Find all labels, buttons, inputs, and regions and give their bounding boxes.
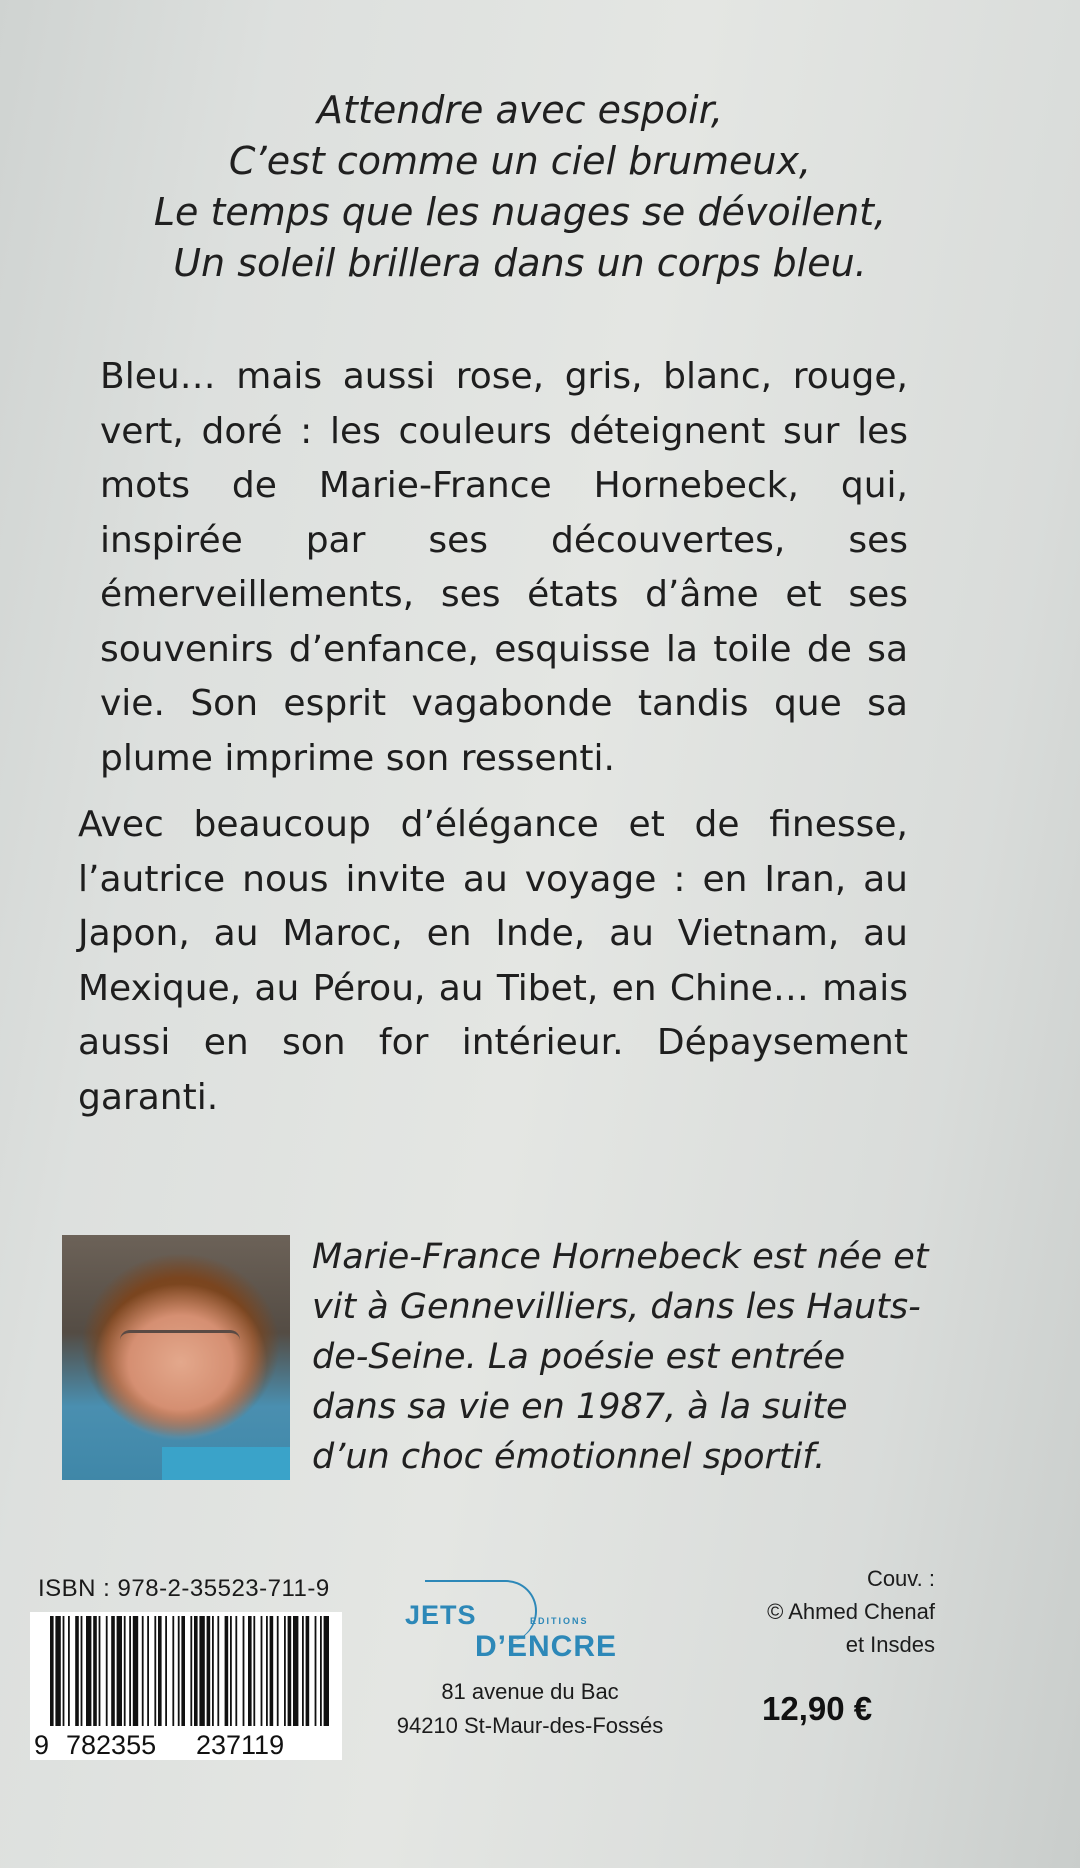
barcode-bar [99, 1616, 101, 1726]
barcode-bar [266, 1616, 268, 1726]
barcode-bar [253, 1616, 255, 1726]
barcode-bar [235, 1616, 237, 1726]
barcode-bar [68, 1616, 70, 1726]
barcode-digit-group: 237119 [196, 1730, 285, 1760]
barcode-bar [288, 1616, 292, 1726]
book-blurb [78, 350, 908, 1125]
barcode-bar [154, 1616, 156, 1726]
blurb-paragraph: Bleu… mais aussi rose, gris, blanc, rouge, vert, doré : les couleurs déteignent sur les mots de Marie-France Hornebeck, qui, inspirée par ses découvertes, ses émerveillements, ses états d’âme et ses souvenirs d’enfance, esquisse la toile de sa vie. Son esprit vagabonde tandis que sa plume imprime son ressenti. [100, 356, 908, 779]
barcode-bar [111, 1616, 115, 1726]
barcode-bar [243, 1616, 245, 1726]
barcode-bar [324, 1616, 329, 1726]
barcode-bar [106, 1616, 108, 1726]
barcode-digit-group: 782355 [66, 1730, 157, 1760]
barcode-bar [165, 1616, 167, 1726]
barcode-digits [30, 1730, 342, 1760]
barcode-bars [30, 1612, 342, 1730]
barcode-bar [194, 1616, 198, 1726]
barcode-bar [212, 1616, 214, 1726]
author-shirt [162, 1447, 290, 1480]
credit-line: et Insdes [845, 1632, 935, 1657]
barcode-bar [63, 1616, 65, 1726]
barcode-bar [230, 1616, 232, 1726]
address-line: 81 avenue du Bac [441, 1679, 619, 1704]
barcode-bar [306, 1616, 310, 1726]
barcode-bar [50, 1616, 54, 1726]
barcode-bar [277, 1616, 279, 1726]
author-bio-line: de-Seine. La poésie est entrée [312, 1337, 846, 1377]
barcode-bar [315, 1616, 317, 1726]
logo-word-jets: JETS [405, 1600, 477, 1630]
logo-word-encre: D’ENCRE [475, 1630, 618, 1663]
barcode-bar [93, 1616, 97, 1726]
barcode-bar [302, 1616, 304, 1726]
price: 12,90 € [762, 1690, 873, 1727]
poem-line: Un soleil brillera dans un corps bleu. [173, 241, 867, 285]
barcode-bar [190, 1616, 192, 1726]
barcode-bar [142, 1616, 144, 1726]
publisher-address [395, 1675, 665, 1743]
barcode-bar [55, 1616, 60, 1726]
barcode-bar [270, 1616, 274, 1726]
author-bio-line: dans sa vie en 1987, à la suite [312, 1387, 848, 1427]
author-bio-line: Marie-France Hornebeck est née et [312, 1237, 929, 1277]
barcode-bar [207, 1616, 211, 1726]
author-glasses [120, 1330, 240, 1355]
barcode-bar [261, 1616, 263, 1726]
blurb-paragraph: Avec beaucoup d’élégance et de finesse, l’autrice nous invite au voyage : en Iran, au Japon, au Maroc, en Inde, au Vietnam, au Mexique, au Pérou, au Tibet, en Chine… mais aussi en son for intérieur. Dépaysement garanti. [78, 804, 908, 1118]
poem-line: C’est comme un ciel brumeux, [228, 139, 812, 183]
author-photo [62, 1235, 290, 1480]
poem-line: Attendre avec espoir, [317, 88, 723, 132]
barcode-bar [124, 1616, 126, 1726]
publisher-logo [405, 1580, 655, 1663]
barcode-bar [248, 1616, 252, 1726]
credit-line: © Ahmed Chenaf [767, 1599, 935, 1624]
credit-line: Couv. : [866, 1566, 935, 1591]
barcode-bar [158, 1616, 162, 1726]
barcode-bar [133, 1616, 138, 1726]
author-bio-line: vit à Gennevilliers, dans les Hauts- [312, 1287, 921, 1327]
poem [120, 85, 920, 289]
barcode-bar [225, 1616, 229, 1726]
barcode-bar [81, 1616, 83, 1726]
isbn-label: ISBN : 978-2-35523-711-9 [38, 1575, 330, 1602]
cover-credits [767, 1562, 935, 1661]
address-line: 94210 St-Maur-des-Fossés [396, 1713, 664, 1738]
barcode-bar [129, 1616, 131, 1726]
barcode-bar [86, 1616, 91, 1726]
author-bio-line: d’un choc émotionnel sportif. [312, 1437, 826, 1477]
barcode [30, 1612, 342, 1760]
barcode-bar [178, 1616, 180, 1726]
barcode-bar [172, 1616, 174, 1726]
barcode-bar [320, 1616, 322, 1726]
barcode-bar [217, 1616, 219, 1726]
poem-line: Le temps que les nuages se dévoilent, [153, 190, 887, 234]
barcode-bar [181, 1616, 185, 1726]
barcode-bar [147, 1616, 149, 1726]
logo-word-editions: EDITIONS [530, 1616, 589, 1626]
barcode-bar [293, 1616, 298, 1726]
barcode-bar [75, 1616, 79, 1726]
barcode-bar [117, 1616, 122, 1726]
barcode-digit-group: 9 [34, 1730, 50, 1760]
author-bio [312, 1232, 932, 1482]
barcode-bar [199, 1616, 204, 1726]
barcode-bar [284, 1616, 286, 1726]
